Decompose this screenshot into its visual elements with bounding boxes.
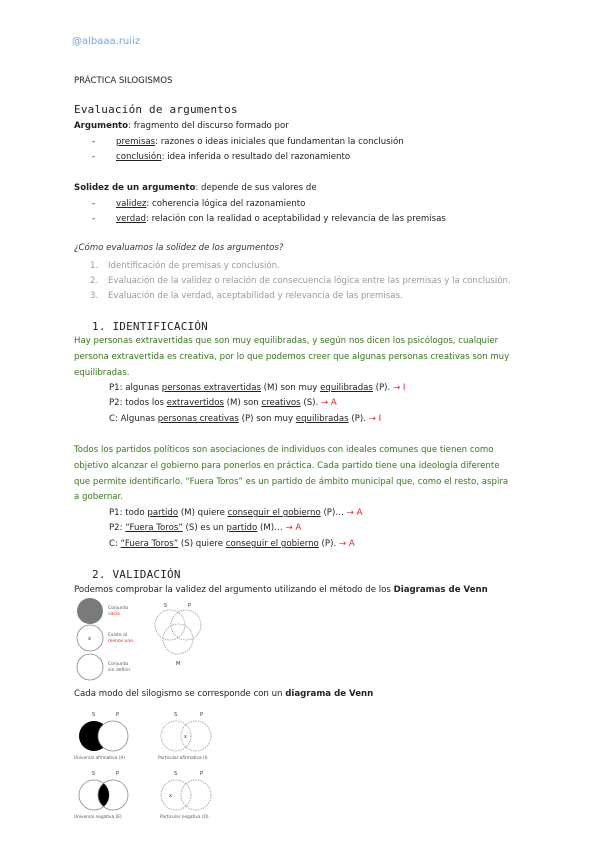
seg: P1: todo bbox=[109, 508, 148, 518]
ident-para2-line2: objetivo alcanzar el gobierno para ponerlos en práctica. Cada partido tiene una ideología diferente bbox=[74, 461, 500, 471]
validez-text: : coherencia lógica del razonamiento bbox=[146, 199, 306, 209]
type-arrow: → I bbox=[393, 383, 406, 393]
label-s: S bbox=[164, 603, 168, 609]
circle-s bbox=[155, 610, 185, 640]
step-number: 2. bbox=[90, 276, 99, 286]
ex2-p2 bbox=[109, 523, 301, 533]
step-text: Evaluación de la validez o relación de consecuencia lógica entre las premisas y la conclusión. bbox=[108, 276, 511, 286]
seg: P1: algunas bbox=[109, 383, 162, 393]
valid-line1 bbox=[74, 585, 488, 595]
mood-diagrams bbox=[72, 708, 232, 820]
ex2-p1 bbox=[109, 508, 362, 518]
seg: P2: bbox=[109, 523, 126, 533]
ex1-p1 bbox=[109, 383, 405, 393]
x-mark: x bbox=[184, 734, 187, 740]
label-s: S bbox=[174, 771, 178, 777]
seg: (P). bbox=[318, 539, 339, 549]
legend-label-2: Existe al bbox=[108, 633, 128, 638]
step-number: 1. bbox=[90, 261, 99, 271]
seg: (S). bbox=[300, 398, 321, 408]
premisas-text: : razones o ideas iniciales que fundamentan la conclusión bbox=[155, 137, 404, 147]
seg: (P)… bbox=[320, 508, 347, 518]
legend-label-1b: vacío bbox=[108, 612, 120, 617]
legend-label-1: Conjunto bbox=[108, 606, 129, 611]
venn-particular-affirmative bbox=[158, 712, 211, 761]
step-text: Evaluación de la verdad, aceptabilidad y relevancia de las premisas. bbox=[108, 291, 403, 301]
legend-label-3b: sin definir bbox=[108, 668, 131, 673]
page-title: PRÁCTICA SILOGISMOS bbox=[74, 76, 173, 86]
step-text: Identificación de premisas y conclusión. bbox=[108, 261, 280, 271]
term-b: creativos bbox=[261, 398, 301, 408]
solidez-label: Solidez de un argumento bbox=[74, 183, 196, 193]
venn-universal-negative bbox=[74, 771, 128, 820]
conclusion-item: - conclusión: idea inferida o resultado del razonamiento bbox=[92, 152, 351, 162]
term-b: conseguir el gobierno bbox=[227, 508, 321, 518]
label-m: M bbox=[176, 661, 181, 667]
bold-term: diagrama de Venn bbox=[285, 689, 374, 699]
author-handle: @albaaa.ruiiz bbox=[72, 36, 141, 47]
seg: C: bbox=[109, 539, 121, 549]
ex2-c bbox=[109, 539, 355, 549]
ident-para1-line2: persona extravertida es creativa, por lo que podemos creer que algunas personas creativas son muy bbox=[74, 352, 510, 362]
term-a: partido bbox=[147, 508, 179, 518]
seg: (S) quiere bbox=[178, 539, 226, 549]
verdad-item: - verdad: relación con la realidad o aceptabilidad y relevancia de las premisas bbox=[92, 214, 446, 224]
validez-term: validez bbox=[116, 199, 147, 209]
premisas-term: premisas bbox=[116, 137, 156, 147]
term-a: personas extravertidas bbox=[161, 383, 261, 393]
term-b: equilibradas bbox=[295, 414, 349, 424]
type-arrow: → A bbox=[338, 539, 355, 549]
verdad-term: verdad bbox=[116, 214, 146, 224]
legend-label-2b: menos uno bbox=[108, 639, 133, 644]
seg: (M)… bbox=[257, 523, 286, 533]
venn-legend-figure bbox=[72, 597, 152, 683]
term-a: “Fuera Toros” bbox=[125, 523, 183, 533]
seg: C: Algunas bbox=[109, 414, 158, 424]
valid-heading: 2. VALIDACIÓN bbox=[92, 568, 181, 581]
premisas-item: - premisas: razones o ideas iniciales que fundamentan la conclusión bbox=[92, 137, 404, 147]
valid-line2 bbox=[74, 689, 373, 699]
undefined-circle bbox=[77, 654, 103, 680]
seg: (M) quiere bbox=[178, 508, 228, 518]
seg: (M) son muy bbox=[260, 383, 321, 393]
validez-item: - validez: coherencia lógica del razonamiento bbox=[92, 199, 306, 209]
term-a: extravertidos bbox=[166, 398, 224, 408]
seg: P2: todos los bbox=[109, 398, 167, 408]
step-3 bbox=[90, 291, 403, 301]
circle-p bbox=[171, 610, 201, 640]
solidez-def bbox=[74, 183, 317, 193]
venn-particular-negative bbox=[160, 771, 211, 820]
arg-text: : fragmento del discurso formado por bbox=[128, 121, 289, 131]
circle-p bbox=[98, 721, 128, 751]
x-mark: x bbox=[169, 793, 172, 799]
term-a: personas creativas bbox=[157, 414, 239, 424]
type-arrow: → A bbox=[285, 523, 302, 533]
verdad-text: : relación con la realidad o aceptabilidad y relevancia de las premisas bbox=[145, 214, 446, 224]
question: ¿Cómo evaluamos la solidez de los argumentos? bbox=[74, 243, 284, 253]
label-s: S bbox=[92, 771, 96, 777]
seg: (P) son muy bbox=[238, 414, 296, 424]
step-2 bbox=[90, 276, 511, 286]
label-p: P bbox=[200, 712, 204, 718]
label-p: P bbox=[116, 771, 120, 777]
circle-m bbox=[163, 624, 193, 654]
seg: (P). bbox=[372, 383, 393, 393]
ex1-p2 bbox=[109, 398, 337, 408]
circle-p bbox=[181, 780, 211, 810]
caption: Particular negativa (O) bbox=[160, 815, 209, 820]
term-b: equilibradas bbox=[320, 383, 373, 393]
caption: Particular afirmativa (I) bbox=[158, 756, 208, 761]
empty-set-circle bbox=[77, 598, 103, 624]
circle-s bbox=[161, 780, 191, 810]
label-s: S bbox=[92, 712, 96, 718]
label-s: S bbox=[174, 712, 178, 718]
ident-para2-line4: a gobernar. bbox=[74, 492, 124, 502]
legend-label-3: Conjunto bbox=[108, 662, 129, 667]
arg-label: Argumento bbox=[74, 121, 129, 131]
venn-universal-affirmative bbox=[74, 712, 128, 761]
caption: Universal afirmativa (A) bbox=[74, 756, 126, 761]
seg: (P). bbox=[348, 414, 369, 424]
step-number: 3. bbox=[90, 291, 99, 301]
three-set-venn bbox=[146, 600, 210, 670]
label-p: P bbox=[188, 603, 192, 609]
ident-para2-line3: que permite identificarlo. “Fuera Toros” es un partido de ámbito municipal que, como el resto, aspira bbox=[74, 477, 509, 487]
type-arrow: → A bbox=[321, 398, 337, 408]
eval-heading: Evaluación de argumentos bbox=[74, 103, 238, 116]
ident-para1-line3: equilibradas. bbox=[74, 368, 130, 378]
type-arrow: → I bbox=[368, 414, 382, 424]
seg: (S) es un bbox=[182, 523, 227, 533]
conclusion-term: conclusión bbox=[116, 152, 162, 162]
ex1-c bbox=[109, 414, 381, 424]
type-arrow: → A bbox=[346, 508, 363, 518]
arg-def bbox=[74, 121, 289, 131]
term-a: “Fuera Toros” bbox=[120, 539, 179, 549]
conclusion-text: : idea inferida o resultado del razonamiento bbox=[161, 152, 351, 162]
step-1 bbox=[90, 261, 280, 271]
term-b: conseguir el gobierno bbox=[225, 539, 319, 549]
x-mark: x bbox=[88, 636, 91, 642]
ident-para2-line1: Todos los partidos políticos son asociaciones de individuos con ideales comunes que tienen como bbox=[74, 445, 494, 455]
seg: Podemos comprobar la validez del argumento utilizando el método de los bbox=[74, 585, 394, 595]
seg: (M) son bbox=[223, 398, 262, 408]
seg: Cada modo del silogismo se corresponde con un bbox=[74, 689, 286, 699]
term-b: partido bbox=[226, 523, 258, 533]
label-p: P bbox=[200, 771, 204, 777]
ident-para1-line1: Hay personas extravertidas que son muy equilibradas, y según nos dicen los psicólogos, cualquier bbox=[74, 336, 499, 346]
label-p: P bbox=[116, 712, 120, 718]
solidez-text: : depende de sus valores de bbox=[195, 183, 317, 193]
caption: Universal negativa (E) bbox=[74, 815, 122, 820]
ident-heading: 1. IDENTIFICACIÓN bbox=[92, 320, 208, 333]
bold-term: Diagramas de Venn bbox=[393, 585, 488, 595]
